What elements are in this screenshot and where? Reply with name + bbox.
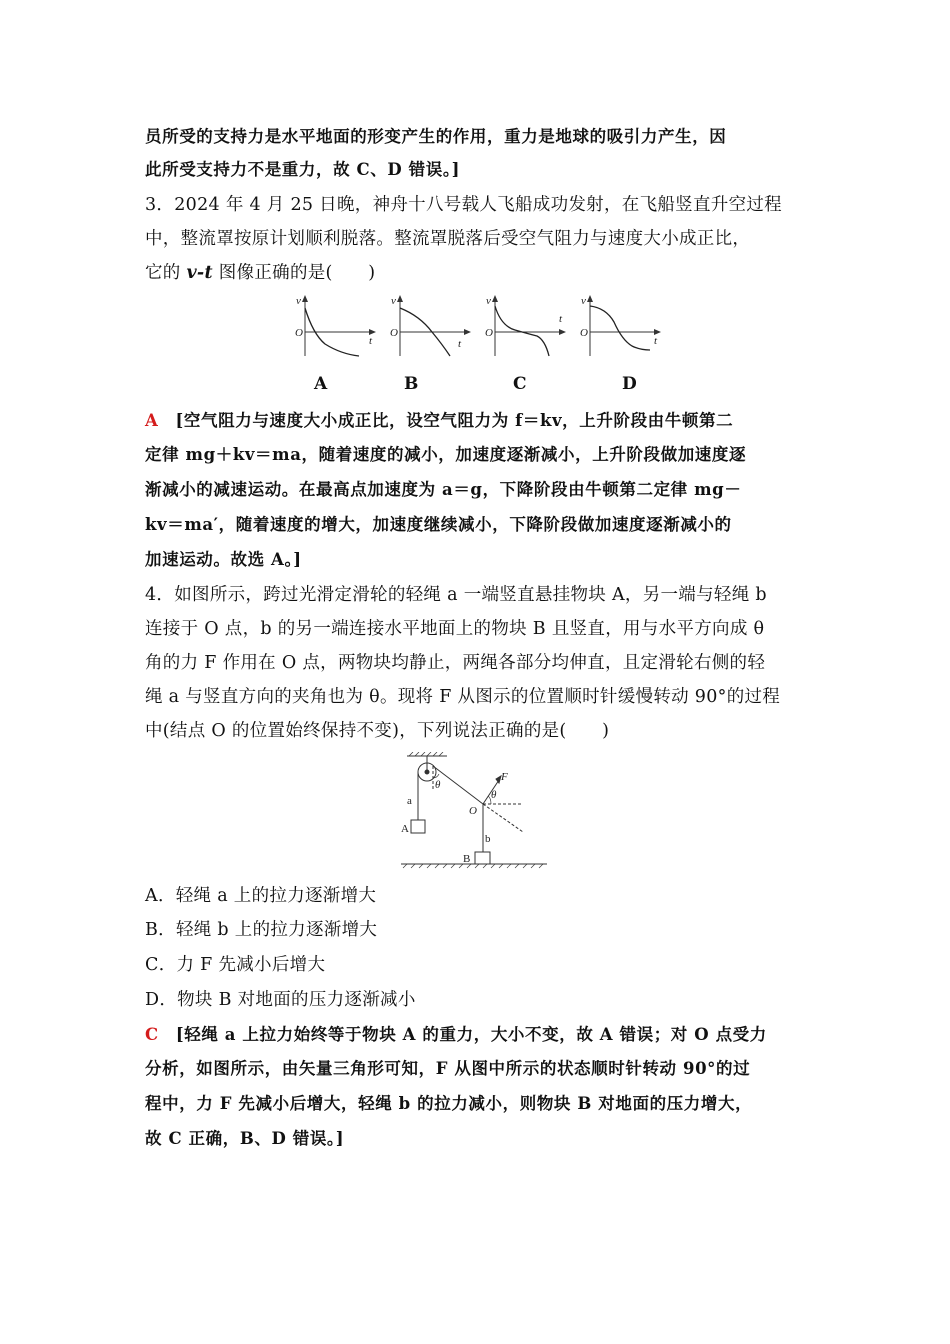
- graph-d-v-label: v: [581, 295, 586, 307]
- q3-explanation-line-3: 渐减小的减速运动。在最高点加速度为 a＝g，下降阶段由牛顿第二定律 mg－: [145, 480, 742, 499]
- q4-option-a: A．轻绳 a 上的拉力逐渐增大: [145, 886, 377, 906]
- q3-stem-text-end: 图像正确的是( ): [212, 263, 376, 283]
- q3-stem-text: 它的: [145, 263, 187, 283]
- q3-stem-line-3: [145, 261, 375, 285]
- q3-explanation-line-5: 加速运动。故选 A。]: [145, 550, 302, 569]
- label-block-b: B: [463, 853, 471, 865]
- label-force-f: F: [501, 771, 508, 783]
- label-theta-2: θ: [491, 789, 497, 801]
- label-rope-b: b: [485, 833, 491, 845]
- q4-option-c: C．力 F 先减小后增大: [145, 955, 326, 975]
- q4-option-b: B．轻绳 b 上的拉力逐渐增大: [145, 920, 378, 940]
- label-theta-1: θ: [435, 779, 441, 791]
- graph-c-o-label: O: [485, 327, 493, 339]
- q3-explanation-line-2: 定律 mg＋kv＝ma，随着速度的减小，加速度逐渐减小，上升阶段做加速度逐: [145, 445, 747, 464]
- prev-explanation-line-1: 员所受的支持力是水平地面的形变产生的作用，重力是地球的吸引力产生，因: [145, 127, 727, 146]
- q4-stem-line-5: 中(结点 O 的位置始终保持不变)，下列说法正确的是( ): [145, 721, 610, 741]
- graph-b-t-label: t: [458, 338, 462, 350]
- q3-explanation-text: [空气阻力与速度大小成正比，设空气阻力为 f＝kv，上升阶段由牛顿第二: [175, 411, 734, 430]
- graph-d: [580, 295, 661, 356]
- q3-vt-graphs: [285, 292, 665, 364]
- q3-option-a-label: A: [314, 374, 328, 394]
- q4-stem-line-3: 角的力 F 作用在 O 点，两物块均静止，两绳各部分均伸直，且定滑轮右侧的轻: [145, 653, 766, 673]
- q4-option-d: D．物块 B 对地面的压力逐渐减小: [145, 990, 416, 1010]
- q4-explanation-line-1: [145, 1023, 767, 1047]
- graph-c-t-label: t: [559, 313, 563, 325]
- q3-option-c-label: C: [513, 374, 527, 394]
- q3-option-b-label: B: [404, 374, 419, 394]
- label-point-o: O: [469, 805, 477, 817]
- prev-explanation-line-2: 此所受支持力不是重力，故 C、D 错误。]: [145, 160, 461, 179]
- q3-answer: A: [145, 411, 159, 430]
- q4-stem-line-1: 4．如图所示，跨过光滑定滑轮的轻绳 a 一端竖直悬挂物块 A，另一端与轻绳 b: [145, 585, 767, 605]
- q4-explanation-text: [轻绳 a 上拉力始终等于物块 A 的重力，大小不变，故 A 错误；对 O 点受力: [175, 1025, 767, 1044]
- q3-option-d-label: D: [622, 374, 637, 394]
- graph-a: [295, 295, 376, 356]
- label-rope-a: a: [407, 795, 412, 807]
- q3-stem-line-2: 中，整流罩按原计划顺利脱落。整流罩脱落后受空气阻力与速度大小成正比，: [145, 229, 751, 249]
- graph-b-o-label: O: [390, 327, 398, 339]
- label-block-a: A: [401, 823, 409, 835]
- graph-c: [485, 295, 566, 356]
- graph-a-o-label: O: [295, 327, 303, 339]
- q4-explanation-line-2: 分析，如图所示，由矢量三角形可知，F 从图中所示的状态顺时针转动 90°的过: [145, 1059, 751, 1078]
- graph-a-v-label: v: [296, 295, 301, 307]
- graph-b: [390, 295, 471, 356]
- q4-pulley-diagram: [395, 752, 555, 874]
- graph-a-t-label: t: [369, 335, 373, 347]
- q3-explanation-line-4: kv＝ma′，随着速度的增大，加速度继续减小，下降阶段做加速度逐渐减小的: [145, 515, 732, 534]
- q4-stem-line-4: 绳 a 与竖直方向的夹角也为 θ。现将 F 从图示的位置顺时针缓慢转动 90°的过程: [145, 687, 781, 707]
- q3-variable: v-t: [186, 263, 213, 283]
- graph-b-v-label: v: [391, 295, 396, 307]
- graph-d-o-label: O: [580, 327, 588, 339]
- q3-stem-line-1: 3．2024 年 4 月 25 日晚，神舟十八号载人飞船成功发射，在飞船竖直升空过程: [145, 195, 782, 215]
- graph-c-v-label: v: [486, 295, 491, 307]
- q4-answer: C: [145, 1025, 159, 1044]
- q3-explanation-line-1: [145, 409, 733, 433]
- q4-stem-line-2: 连接于 O 点，b 的另一端连接水平地面上的物块 B 且竖直，用与水平方向成 θ: [145, 619, 765, 639]
- q4-explanation-line-3: 程中，力 F 先减小后增大，轻绳 b 的拉力减小，则物块 B 对地面的压力增大，: [145, 1094, 753, 1113]
- q4-explanation-line-4: 故 C 正确，B、D 错误。]: [145, 1129, 345, 1148]
- graph-d-t-label: t: [654, 335, 658, 347]
